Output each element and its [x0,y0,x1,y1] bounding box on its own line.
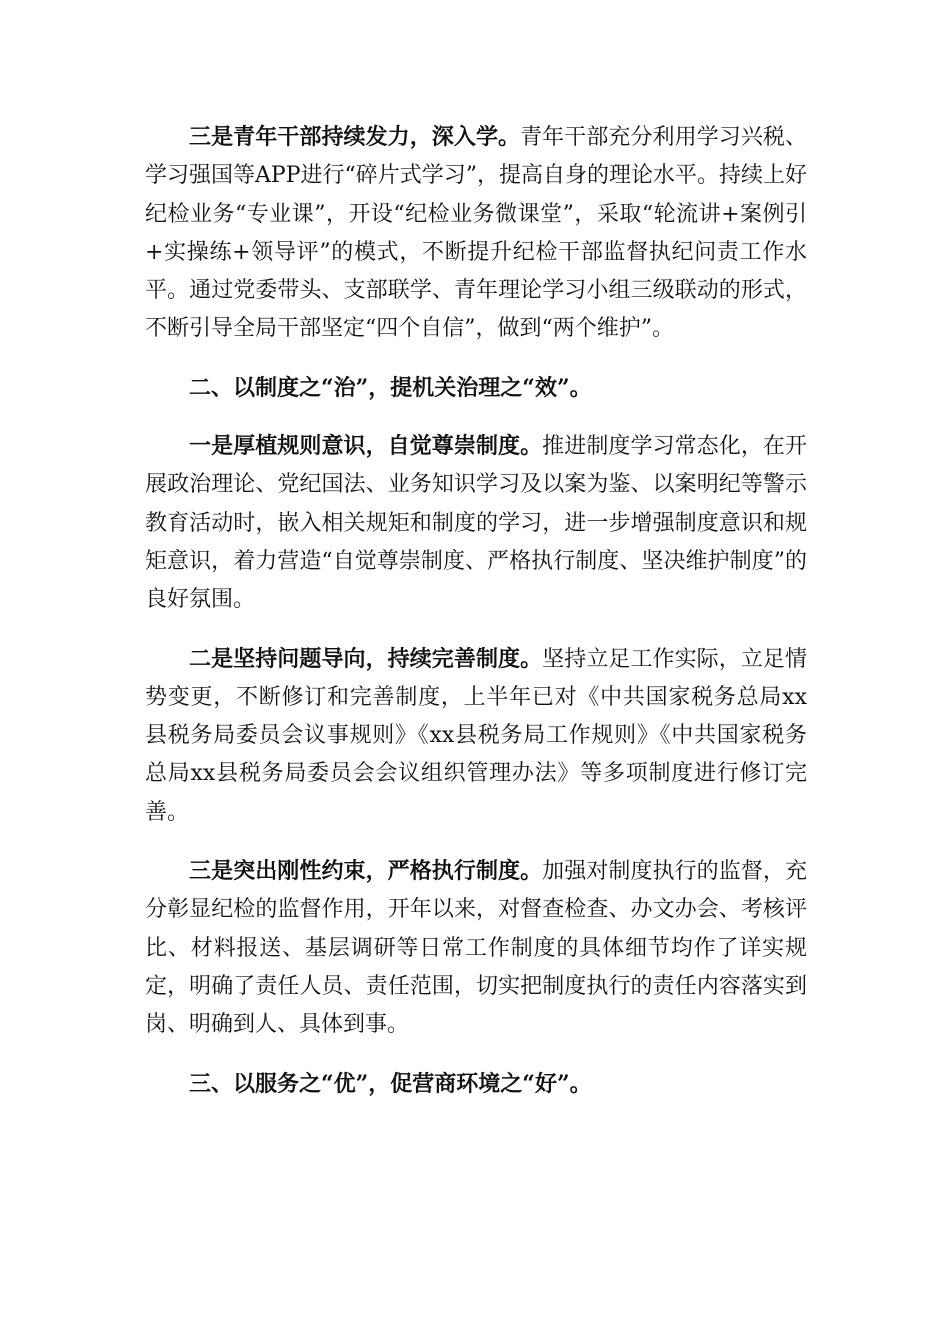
paragraph-lead: 三是突出刚性约束，严格执行制度。 [189,858,543,885]
paragraph-rule-awareness [145,427,807,619]
paragraph-body: 青年干部充分利用学习兴税、学习强国等APP进行“碎片式学习”，提高自身的理论水平。持续上好纪检业务“专业课”，开设“纪检业务微课堂”，采取“轮流讲+案例引+实操练+领导评”的模式，不断提升纪检干部监督执纪问责工作水平。通过党委带头、支部联学、青年理论学习小组三级联动的形式，不断引导全局干部坚定“四个自信”，做到“两个维护”。 [145,125,807,342]
paragraph-body: 推进制度学习常态化，在开展政治理论、党纪国法、业务知识学习及以案为鉴、以案明纪等警示教育活动时，嵌入相关规矩和制度的学习，进一步增强制度意识和规矩意识，着力营造“自觉尊崇制度、严格执行制度、坚决维护制度”的良好氛围。 [145,434,807,613]
paragraph-body: 坚持立足工作实际，立足情势变更，不断修订和完善制度，上半年已对《中共国家税务总局xx县税务局委员会议事规则》《xx县税务局工作规则》《中共国家税务总局xx县税务局委员会会议组织管理办法》等多项制度进行修订完善。 [145,646,807,825]
document-body [145,118,807,1123]
paragraph-lead: 二是坚持问题导向，持续完善制度。 [189,645,543,672]
paragraph-body: 加强对制度执行的监督，充分彰显纪检的监督作用，开年以来，对督查检查、办文办会、考核评比、材料报送、基层调研等日常工作制度的具体细节均作了详实规定，明确了责任人员、责任范围，切实把制度执行的责任内容落实到岗、明确到人、具体到事。 [145,859,807,1038]
paragraph-problem-oriented [145,640,807,832]
paragraph-lead: 三是青年干部持续发力，深入学。 [189,124,521,150]
paragraph-rigid-constraints [145,852,807,1044]
paragraph-youth-cadres-study [145,118,807,349]
paragraph-lead: 一是厚植规则意识，自觉尊崇制度。 [189,433,543,460]
section-heading-services: 三、以服务之“优”，促营商环境之“好”。 [189,1070,592,1097]
section-heading-institutions: 二、以制度之“治”，提机关治理之“效”。 [189,374,592,401]
